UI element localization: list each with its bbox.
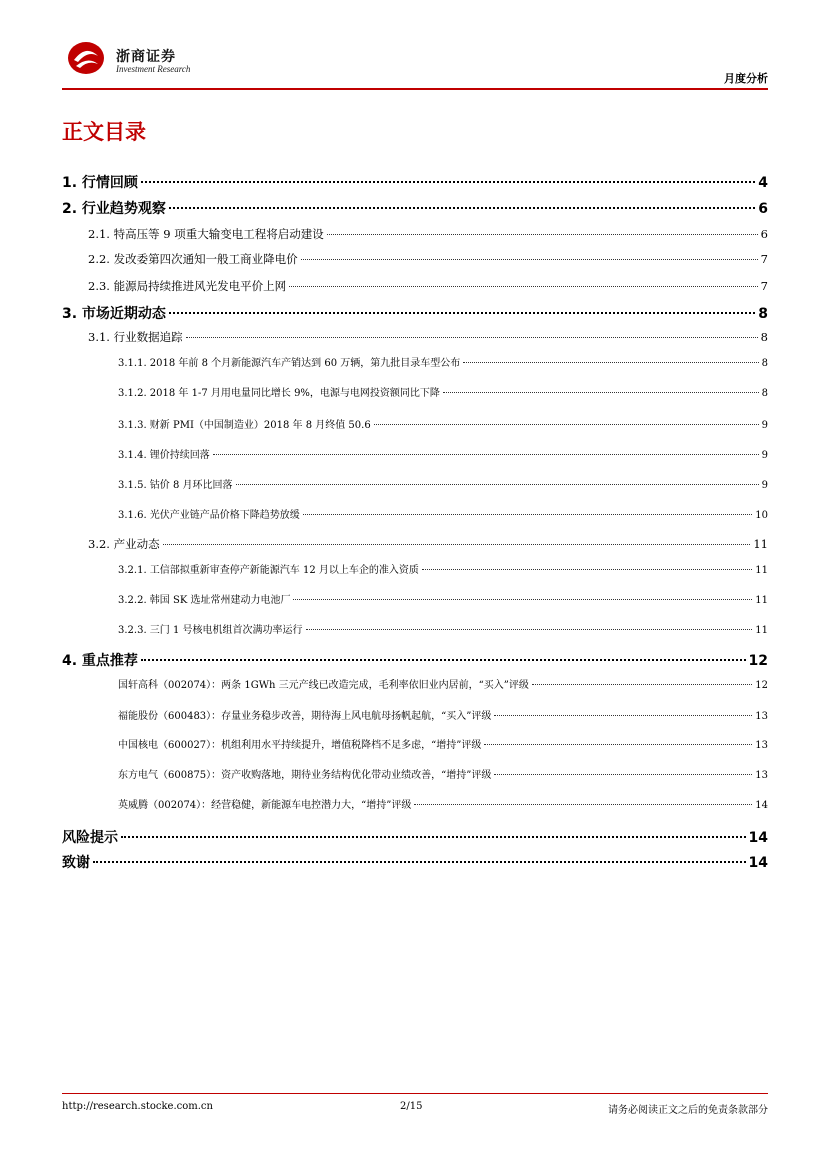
toc-entry-page: 11 xyxy=(755,595,768,606)
toc-entry-page: 11 xyxy=(755,565,768,576)
toc-entry-label: 风险提示 xyxy=(62,830,118,846)
toc-leader-dots xyxy=(443,392,759,393)
toc-entry[interactable] xyxy=(118,476,768,491)
report-type: 月度分析 xyxy=(724,72,768,85)
toc-leader-dots xyxy=(186,337,758,338)
toc-entry-label: 1. 行情回顾 xyxy=(62,175,138,191)
toc-entry[interactable] xyxy=(118,707,768,722)
toc-entry-label: 3.2.2. 韩国 SK 选址常州建动力电池厂 xyxy=(118,595,291,606)
toc-entry-label: 3. 市场近期动态 xyxy=(62,306,166,322)
toc-entry-label: 3.2.3. 三门 1 号核电机组首次满功率运行 xyxy=(118,625,303,636)
toc-entry-label: 3.1.5. 钴价 8 月环比回落 xyxy=(118,480,233,491)
toc-leader-dots xyxy=(169,312,755,314)
toc-entry[interactable] xyxy=(88,278,768,294)
footer-url[interactable]: http://research.stocke.com.cn xyxy=(62,1101,213,1112)
header-divider xyxy=(62,88,768,90)
toc-entry-page: 8 xyxy=(761,388,768,399)
toc-leader-dots xyxy=(141,181,755,183)
page-number: 2/15 xyxy=(400,1101,423,1112)
brand-name: 浙商证券 xyxy=(116,49,176,65)
toc-entry[interactable] xyxy=(62,827,768,847)
toc-entry-label: 英威腾（002074）：经营稳健，新能源车电控潜力大，“增持”评级 xyxy=(118,800,412,811)
toc-leader-dots xyxy=(532,684,752,685)
toc-leader-dots xyxy=(484,744,752,745)
toc-entry[interactable] xyxy=(118,561,768,576)
toc-entry[interactable] xyxy=(88,536,768,552)
toc-entry-page: 7 xyxy=(760,252,768,266)
brand-subtitle: Investment Research xyxy=(116,64,191,74)
toc-entry-label: 3.1.4. 锂价持续回落 xyxy=(118,450,210,461)
toc-entry[interactable] xyxy=(118,796,768,811)
toc-entry-label: 2.1. 特高压等 9 项重大输变电工程将启动建设 xyxy=(88,227,324,241)
toc-leader-dots xyxy=(494,774,752,775)
toc-entry-page: 13 xyxy=(755,770,768,781)
toc-leader-dots xyxy=(374,424,759,425)
brand-logo-icon xyxy=(66,38,106,76)
toc-entry[interactable] xyxy=(118,676,768,691)
toc-leader-dots xyxy=(422,569,752,570)
toc-entry-page: 13 xyxy=(755,740,768,751)
toc-entry[interactable] xyxy=(118,736,768,751)
toc-entry-page: 9 xyxy=(761,480,768,491)
toc-entry-page: 6 xyxy=(758,201,768,217)
toc-entry[interactable] xyxy=(62,852,768,872)
toc-entry-label: 3.2.1. 工信部拟重新审查停产新能源汽车 12 月以上车企的准入资质 xyxy=(118,565,419,576)
toc-entry[interactable] xyxy=(118,416,768,431)
toc-entry-label: 3.1.3. 财新 PMI（中国制造业）2018 年 8 月终值 50.6 xyxy=(118,420,371,431)
toc-entry-page: 4 xyxy=(758,175,768,191)
toc-entry[interactable] xyxy=(118,766,768,781)
toc-entry-page: 12 xyxy=(748,653,768,669)
toc-entry-label: 福能股份（600483）：存量业务稳步改善，期待海上风电航母扬帆起航，“买入”评级 xyxy=(118,711,492,722)
toc-entry-page: 6 xyxy=(760,227,768,241)
toc-title: 正文目录 xyxy=(62,120,146,144)
toc-entry-page: 9 xyxy=(761,420,768,431)
toc-entry-page: 13 xyxy=(755,711,768,722)
toc-entry-page: 7 xyxy=(760,279,768,293)
toc-entry-label: 3.1. 行业数据追踪 xyxy=(88,330,183,344)
toc-entry-label: 3.2. 产业动态 xyxy=(88,537,160,551)
toc-entry-page: 14 xyxy=(755,800,768,811)
toc-leader-dots xyxy=(303,514,752,515)
toc-entry-page: 8 xyxy=(758,306,768,322)
toc-entry-label: 国轩高科（002074）：两条 1GWh 三元产线已改造完成，毛利率依旧业内居前，“买入”评级 xyxy=(118,680,529,691)
toc-entry-label: 2. 行业趋势观察 xyxy=(62,201,166,217)
toc-leader-dots xyxy=(301,259,758,260)
toc-leader-dots xyxy=(293,599,752,600)
toc-leader-dots xyxy=(463,362,758,363)
toc-entry[interactable] xyxy=(62,198,768,218)
toc-entry-page: 9 xyxy=(761,450,768,461)
toc-entry-page: 14 xyxy=(748,855,768,871)
toc-entry-label: 中国核电（600027）：机组利用水平持续提升，增值税降档不足多虑，“增持”评级 xyxy=(118,740,482,751)
toc-entry[interactable] xyxy=(88,251,768,267)
toc-entry[interactable] xyxy=(88,329,768,345)
toc-entry-page: 11 xyxy=(755,625,768,636)
toc-entry[interactable] xyxy=(62,650,768,670)
toc-entry-label: 4. 重点推荐 xyxy=(62,653,138,669)
toc-entry-page: 11 xyxy=(753,537,768,551)
toc-entry-label: 2.2. 发改委第四次通知一般工商业降电价 xyxy=(88,252,298,266)
toc-entry[interactable] xyxy=(118,384,768,399)
toc-leader-dots xyxy=(169,207,755,209)
toc-entry[interactable] xyxy=(118,506,768,521)
toc-leader-dots xyxy=(141,659,746,661)
page-header xyxy=(62,36,768,92)
toc-entry-label: 东方电气（600875）：资产收购落地，期待业务结构优化带动业绩改善，“增持”评级 xyxy=(118,770,492,781)
toc-leader-dots xyxy=(327,234,758,235)
toc-entry-page: 10 xyxy=(755,510,768,521)
toc-entry[interactable] xyxy=(118,591,768,606)
toc-entry[interactable] xyxy=(118,354,768,369)
toc-entry[interactable] xyxy=(62,303,768,323)
footer-divider xyxy=(62,1093,768,1094)
toc-entry-label: 2.3. 能源局持续推进风光发电平价上网 xyxy=(88,279,287,293)
toc-entry-page: 8 xyxy=(761,358,768,369)
toc-entry-page: 14 xyxy=(748,830,768,846)
toc-entry-page: 12 xyxy=(755,680,768,691)
toc-leader-dots xyxy=(163,544,751,545)
toc-entry-label: 3.1.2. 2018 年 1-7 月用电量同比增长 9%，电源与电网投资额同比下降 xyxy=(118,388,440,399)
toc-entry-label: 3.1.6. 光伏产业链产品价格下降趋势放缓 xyxy=(118,510,300,521)
toc-entry[interactable] xyxy=(118,446,768,461)
toc-leader-dots xyxy=(93,861,746,863)
toc-entry-label: 致谢 xyxy=(62,855,90,871)
toc-leader-dots xyxy=(289,286,758,287)
toc-entry[interactable] xyxy=(118,621,768,636)
toc-leader-dots xyxy=(213,454,759,455)
toc-leader-dots xyxy=(121,836,746,838)
toc-entry[interactable] xyxy=(62,172,768,192)
toc-leader-dots xyxy=(414,804,752,805)
toc-entry[interactable] xyxy=(88,226,768,242)
toc-entry-page: 8 xyxy=(760,330,768,344)
footer-disclaimer: 请务必阅读正文之后的免责条款部分 xyxy=(608,1105,768,1116)
toc-leader-dots xyxy=(306,629,753,630)
toc-leader-dots xyxy=(236,484,759,485)
toc-leader-dots xyxy=(494,715,752,716)
toc-entry-label: 3.1.1. 2018 年前 8 个月新能源汽车产销达到 60 万辆，第九批目录车型公布 xyxy=(118,358,461,369)
